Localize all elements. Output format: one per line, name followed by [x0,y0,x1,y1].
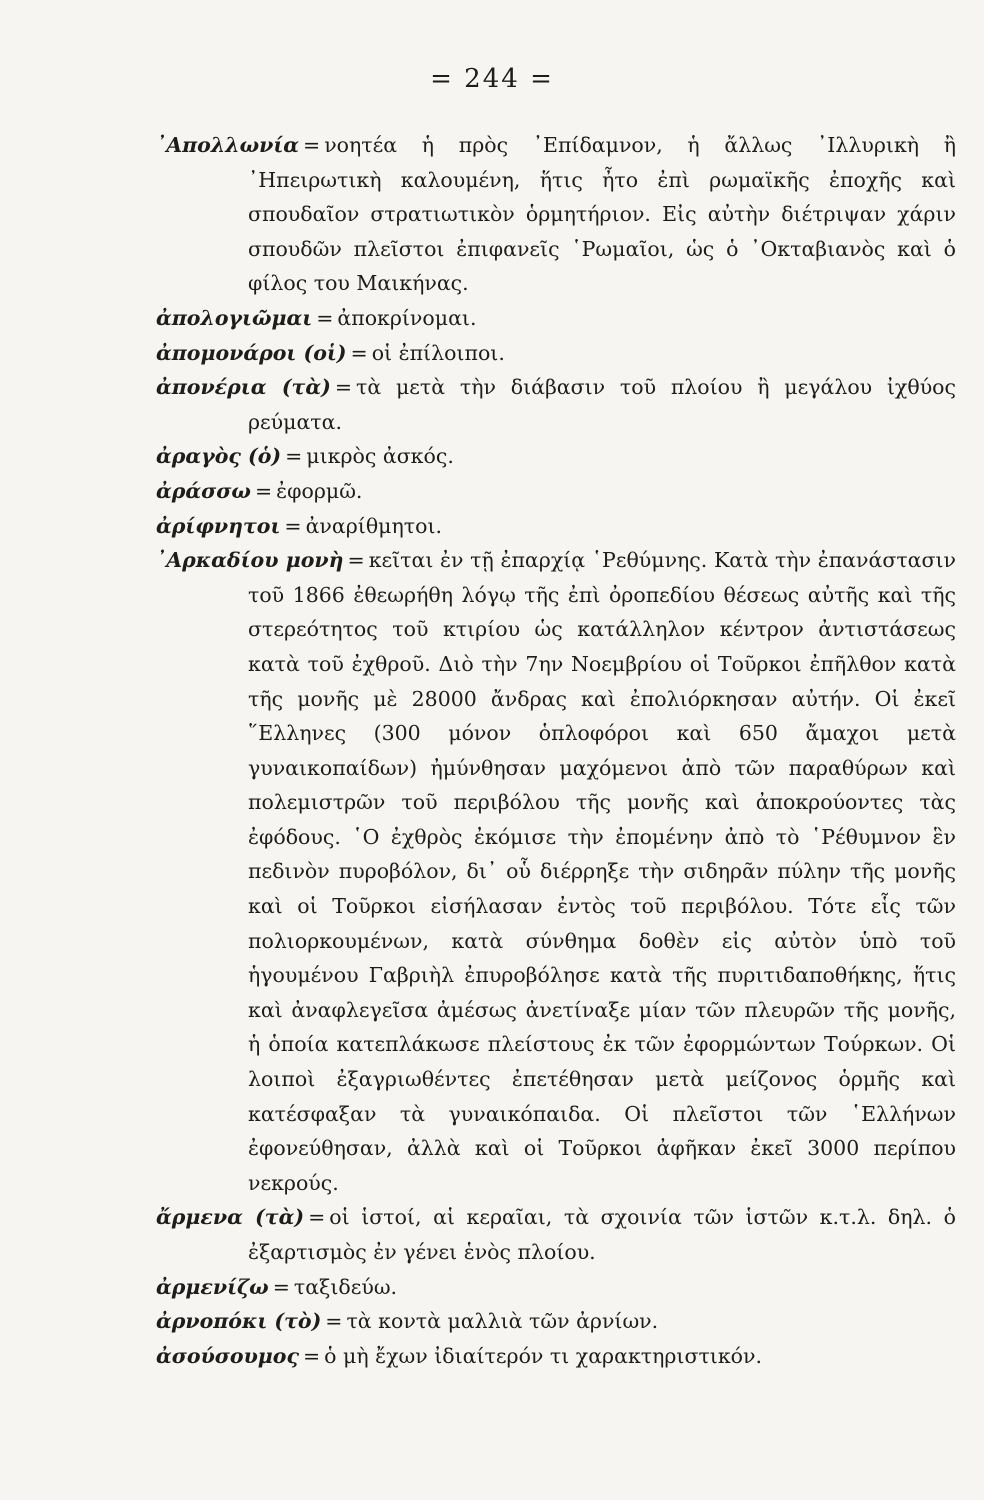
entry-apollonia [156,128,956,301]
entry-definition: μικρὸς ἀσκός. [306,444,454,469]
entry-separator: = [347,548,365,573]
entry-arifnitoi [156,509,956,544]
entry-definition: οἱ ἐπίλοιποι. [371,340,505,365]
entry-definition: ἀποκρίνομαι. [337,305,477,330]
entry-apologiomai [156,301,956,336]
entry-lemma: ἀπομονάροι (οἱ) [156,340,347,365]
entry-separator: = [302,1343,321,1368]
entry-separator: = [350,340,368,365]
entry-separator: = [303,133,321,157]
page-number: = 244 = [430,64,554,94]
entry-lemma: ἀρίφνητοι [156,513,281,538]
entry-arnopoki [156,1304,956,1339]
entry-apomonaroi [156,336,956,371]
entry-arasso [156,474,956,509]
entry-lemma: ἀσούσουμος [156,1343,299,1368]
entry-separator: = [284,513,302,538]
entry-arkadiou-moni [156,543,956,1200]
entry-lemma: ἀράσσω [156,478,251,503]
entry-lemma: ἀρμενίζω [156,1274,269,1299]
entry-definition: ἀναρίθμητοι. [305,513,443,538]
entry-definition: οἱ ἱστοί, αἱ κεραῖαι, τὰ σχοινία τῶν ἱστῶν κ.τ.λ. δηλ. ὁ ἐξαρτισμὸς ἐν γένει ἑνὸς πλοίου. [248,1205,956,1264]
entry-aragos [156,439,956,474]
entry-separator: = [316,305,334,330]
entry-separator: = [325,1309,343,1334]
entry-separator: = [334,375,353,400]
entry-asousoumos [156,1339,956,1374]
entry-definition: νοητέα ἡ πρὸς ᾿Επίδαμνον, ἡ ἄλλως ᾿Ιλλυρικὴ ἢ ᾿Ηπειρωτικὴ καλουμένη, ἥτις ἦτο ἐπὶ ρωμαϊκῆς ἐποχῆς καὶ σπουδαῖον στρατιωτικὸν ὁρμητήριον. Εἰς αὐτὴν διέτριψαν χάριν σπουδῶν πλεῖστοι ἐπιφανεῖς ῾Ρωμαῖοι, ὡς ὁ ᾿Οκταβιανὸς καὶ ὁ φίλος του Μαικήνας. [248,133,956,296]
entry-separator: = [272,1274,290,1299]
entry-lemma: ἀπολογιῶμαι [156,305,313,330]
entry-separator: = [254,478,273,503]
entry-list [156,128,956,1373]
entry-armenizo [156,1270,956,1305]
entry-definition: τὰ μετὰ τὴν διάβασιν τοῦ πλοίου ἢ μεγάλου ἰχθύος ρεύματα. [248,375,956,434]
entry-definition: κεῖται ἐν τῇ ἐπαρχίᾳ ῾Ρεθύμνης. Κατὰ τὴν ἐπανάστασιν τοῦ 1866 ἐθεωρήθη λόγῳ τῆς ἐπὶ ὀροπεδίου θέσεως αὐτῆς καὶ τῆς στερεότητος τοῦ κτιρίου ὡς κατάλληλον κέντρον ἀντιστάσεως κατὰ τοῦ ἐχθροῦ. Διὸ τὴν 7ην Νοεμβρίου οἱ Τοῦρκοι ἐπῆλθον κατὰ τῆς μονῆς μὲ 28000 ἄνδρας καὶ ἐπολιόρκησαν αὐτήν. Οἱ ἐκεῖ ῞Ελληνες (300 μόνον ὁπλοφόροι καὶ 650 ἄμαχοι μετὰ γυναικοπαίδων) ἠμύνθησαν μαχόμενοι ἀπὸ τῶν παραθύρων καὶ πολεμιστρῶν τοῦ περιβόλου τῆς μονῆς καὶ ἀποκρούοντες τὰς ἐφόδους. ῾Ο ἐχθρὸς ἐκόμισε τὴν ἐπομένην ἀπὸ τὸ ῾Ρέθυμνον ἓν πεδινὸν πυροβόλον, δι᾿ οὗ διέρρηξε τὴν σιδηρᾶν πύλην τῆς μονῆς καὶ οἱ Τοῦρκοι εἰσήλασαν ἐντὸς τοῦ περιβόλου. Τότε εἷς τῶν πολιορκουμένων, κατὰ σύνθημα δοθὲν εἰς αὐτὸν ὑπὸ τοῦ ἡγουμένου Γαβριὴλ ἐπυροβόλησε κατὰ τῆς πυριτιδαποθήκης, ἥτις καὶ ἀναφλεγεῖσα ἀμέσως ἀνετίναξε μίαν τῶν πλευρῶν τῆς μονῆς, ἡ ὁποία κατεπλάκωσε πλείστους ἐκ τῶν ἐφορμώντων Τούρκων. Οἱ λοιποὶ ἐξαγριωθέντες ἐπετέθησαν μετὰ μείζονος ὁρμῆς καὶ κατέσφαξαν τὰ γυναικόπαιδα. Οἱ πλεῖστοι τῶν ῾Ελλήνων ἐφονεύθησαν, ἀλλὰ καὶ οἱ Τοῦρκοι ἀφῆκαν ἐκεῖ 3000 περίπου νεκρούς. [248,548,956,1195]
entry-definition: ταξιδεύω. [293,1274,398,1299]
entry-lemma: ἀραγὸς (ὁ) [156,444,282,469]
entry-definition: τὰ κοντὰ μαλλιὰ τῶν ἀρνίων. [346,1309,659,1334]
entry-armena [156,1200,956,1269]
entry-lemma: ᾿Απολλωνία [156,133,300,157]
entry-lemma: ἀπονέρια (τὰ) [156,375,331,400]
entry-lemma: ἄρμενα (τὰ) [156,1205,305,1230]
entry-aponeria [156,370,956,439]
entry-definition: ὁ μὴ ἔχων ἰδιαίτερόν τι χαρακτηριστικόν. [324,1343,762,1368]
entry-definition: ἐφορμῶ. [276,478,363,503]
entry-separator: = [308,1205,326,1230]
entry-separator: = [285,444,303,469]
entry-lemma: ᾿Αρκαδίου μονὴ [156,548,344,573]
entry-lemma: ἀρνοπόκι (τὸ) [156,1309,322,1334]
